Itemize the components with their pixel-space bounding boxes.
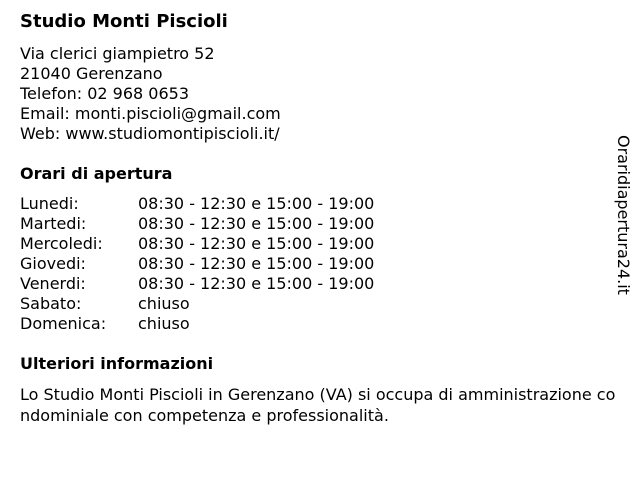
day-label: Martedi: [20, 214, 87, 233]
hours-row-friday [20, 274, 374, 294]
day-label: Lunedi: [20, 194, 79, 213]
time-value: 08:30 - 12:30 e 15:00 - 19:00 [138, 194, 375, 213]
time-value: 08:30 - 12:30 e 15:00 - 19:00 [138, 214, 375, 233]
city-line: 21040 Gerenzano [20, 64, 163, 83]
time-value: 08:30 - 12:30 e 15:00 - 19:00 [138, 254, 375, 273]
hours-row-wednesday [20, 234, 374, 254]
time-value: 08:30 - 12:30 e 15:00 - 19:00 [138, 274, 375, 293]
day-label: Giovedi: [20, 254, 86, 273]
hours-row-sunday [20, 314, 374, 334]
time-value: chiuso [138, 314, 190, 333]
phone-line: Telefon: 02 968 0653 [20, 84, 190, 103]
address-line: Via clerici giampietro 52 [20, 44, 215, 63]
contact-block [20, 44, 281, 144]
hours-row-monday [20, 194, 374, 214]
email-line: Email: monti.piscioli@gmail.com [20, 104, 281, 123]
day-label: Domenica: [20, 314, 107, 333]
hours-heading: Orari di apertura [20, 164, 173, 183]
site-watermark: Oraridiapertura24.it [614, 135, 633, 295]
info-description: Lo Studio Monti Piscioli in Gerenzano (VA) si occupa di amministrazione condominiale con competenza e professionalità. [20, 385, 616, 425]
hours-row-tuesday [20, 214, 374, 234]
day-label: Venerdi: [20, 274, 86, 293]
hours-row-thursday [20, 254, 374, 274]
time-value: 08:30 - 12:30 e 15:00 - 19:00 [138, 234, 375, 253]
info-heading: Ulteriori informazioni [20, 354, 214, 373]
web-line: Web: www.studiomontipiscioli.it/ [20, 124, 280, 143]
hours-row-saturday [20, 294, 374, 314]
time-value: chiuso [138, 294, 190, 313]
hours-table [20, 194, 374, 334]
day-label: Sabato: [20, 294, 82, 313]
business-name: Studio Monti Piscioli [20, 11, 228, 32]
day-label: Mercoledi: [20, 234, 103, 253]
